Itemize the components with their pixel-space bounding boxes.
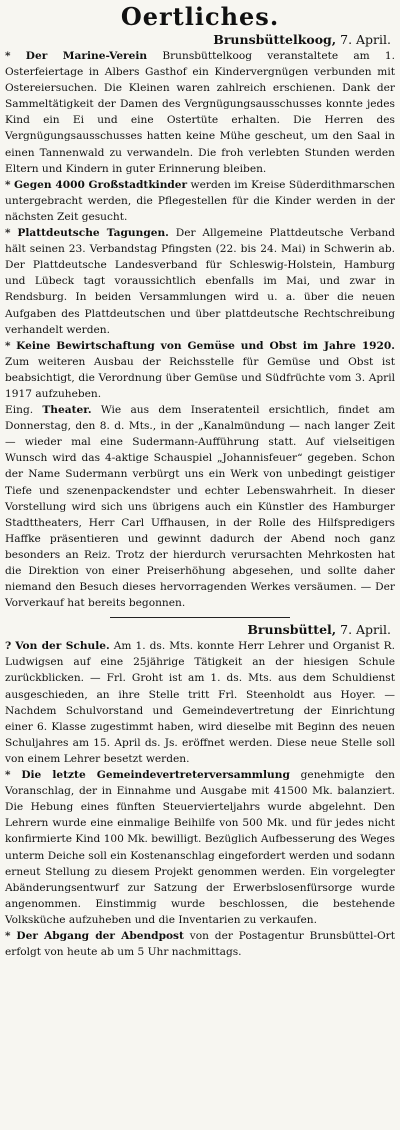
article-heading: Plattdeutsche Tagungen. — [17, 227, 169, 240]
article-heading: Keine Bewirtschaftung von Gemüse und Obst im Jahre 1920. — [16, 339, 395, 352]
article-theater — [5, 402, 395, 611]
page-title: Oertliches. — [120, 2, 280, 31]
article-grossstadtkinder — [5, 177, 395, 225]
article-marker: * — [5, 178, 11, 191]
dateline-date: 7. April. — [340, 622, 391, 638]
dateline-date: 7. April. — [340, 32, 391, 47]
article-plattdeutsche-tagungen — [5, 225, 395, 338]
article-marker: Eing. — [5, 404, 34, 417]
article-marker: * — [5, 50, 11, 62]
article-marker: * — [5, 929, 11, 942]
article-abendpost — [5, 928, 395, 960]
article-schule — [5, 638, 395, 767]
article-heading: Die letzte Gemeindevertreterversammlung — [21, 769, 290, 782]
article-body: Brunsbüttelkoog veranstaltete am 1. Osterfeiertage in Albers Gasthof ein Kindervergnügen verbunden mit Ostereiersuchen. Die Kleinen waren zahlreich erschienen. Dank der Sammeltätigkeit der Damen des Vergnügungsausschusses konnte jedes Kind ein Ei und eine Ostertüte erhalten. Die Herren des Vergnügungsausschusses hatten keine Mühe gescheut, um den Saal in einen Tannenwald zu verwandeln. Die froh verlebten Stunden werden Eltern und Kindern in guter Erinnerung bleiben. — [5, 50, 395, 175]
article-body: Am 1. ds. Mts. konnte Herr Lehrer und Organist R. Ludwigsen auf eine 25jährige Tätigkeit an der hiesigen Schule zurückblicken. — Frl. Groht ist am 1. ds. Mts. aus dem Schuldienst ausgeschieden, an ihre Stelle tritt Frl. Steenholdt aus Hoyer. — Nachdem Schulvorstand und Gemeindevertretung der Einrichtung einer 6. Klasse zugestimmt haben, wird dieselbe mit Beginn des neuen Schuljahres am 15. April ds. Js. eröffnet werden. Diese neue Stelle soll von einem Lehrer besetzt werden. — [5, 640, 396, 765]
dateline-brunsbuettelkoog — [5, 32, 395, 48]
article-body: werden im Kreise Süderdithmarschen untergebracht werden, die Pflegestellen für die Kinder werden in der nächsten Zeit gesucht. — [5, 178, 395, 223]
article-body: genehmigte den Voranschlag, der in Einnahme und Ausgabe mit 41500 Mk. balanziert. Die Hebung eines fünften Steuervierteljahrs wurde abgelehnt. Den Lehrern wurde eine einmalige Beihilfe von 500 Mk. und für jedes nicht konfirmierte Kind 100 Mk. bewilligt. Bezüglich Aufbesserung des Weges unterm Deiche soll ein Kostenanschlag eingefordert werden und sodann erneut Stellung zu diesem Projekt genommen werden. Ein vorgelegter Abänderungsentwurf zur Satzung der Erwerbslosenfürsorge wurde angenommen. Einstimmig wurde beschlossen, die bestehende Volksküche aufzuheben und die Inventarien zu verkaufen. — [5, 769, 395, 926]
article-heading: Von der Schule. — [15, 640, 110, 653]
article-marker: * — [5, 339, 11, 352]
dateline-brunsbuettel — [5, 622, 395, 638]
article-gemeindevertreterversammlung — [5, 767, 395, 928]
article-heading: Gegen 4000 Großstadtkinder — [13, 178, 188, 191]
article-body: von der Postagentur Brunsbüttel-Ort erfolgt von heute ab um 5 Uhr nachmittags. — [5, 929, 395, 959]
article-heading: Der Marine-Verein — [25, 50, 148, 62]
article-body: Wie aus dem Inseratenteil ersichtlich, findet am Donnerstag, den 8. d. Mts., in der „Kanalmündung — nach langer Zeit — wieder mal eine Sudermann-Aufführung statt. Auf vielseitigen Wunsch wird das 4-aktige Schauspiel „Johannisfeuer“ gegeben. Schon der Name Sudermann verbürgt uns ein Werk von unbedingt geistiger Tiefe und szenenpackendster und echter Lebenswahrheit. In dieser Vorstellung wird sich uns übrigens auch ein Künstler des Hamburger Stadttheaters, Herr Carl Uffhausen, in der Rolle des Hilfspredigers Haffke präsentieren und gewinnt dadurch der Abend noch ganz besonders an Reiz. Trotz der hierdurch verursachten Mehrkosten hat die Direktion von einer Preiserhöhung abgesehen, und sollte daher niemand den Besuch dieses hervorragenden Werkes versäumen. — Der Vorverkauf hat bereits begonnen. — [5, 404, 395, 610]
section-divider — [110, 617, 290, 618]
dateline-place: Brunsbüttel, — [247, 622, 337, 638]
article-body: Der Allgemeine Plattdeutsche Verband hält seinen 23. Verbandstag Pfingsten (22. bis 24. Mai) in Schwerin ab. Der Plattdeutsche Landesverband für Schleswig-Holstein, Hamburg und Lübeck tagt voraussichtlich ebenfalls im Mai, und zwar in Rendsburg. In beiden Versammlungen wird u. a. über die neuen Aufgaben des Plattdeutschen und über plattdeutsche Rechtschreibung verhandelt werden. — [5, 227, 395, 336]
article-marker: * — [5, 227, 11, 240]
article-heading: Theater. — [42, 404, 92, 417]
article-marine-verein — [5, 48, 395, 177]
article-marker: * — [5, 769, 11, 782]
article-heading: Der Abgang der Abendpost — [16, 929, 184, 942]
dateline-place: Brunsbüttelkoog, — [213, 32, 337, 47]
article-bewirtschaftung — [5, 338, 395, 402]
article-body: Zum weiteren Ausbau der Reichsstelle für Gemüse und Obst ist beabsichtigt, die Verordnung über Gemüse und Südfrüchte vom 3. April 1917 aufzuheben. — [5, 355, 395, 400]
article-marker: ? — [5, 640, 12, 653]
